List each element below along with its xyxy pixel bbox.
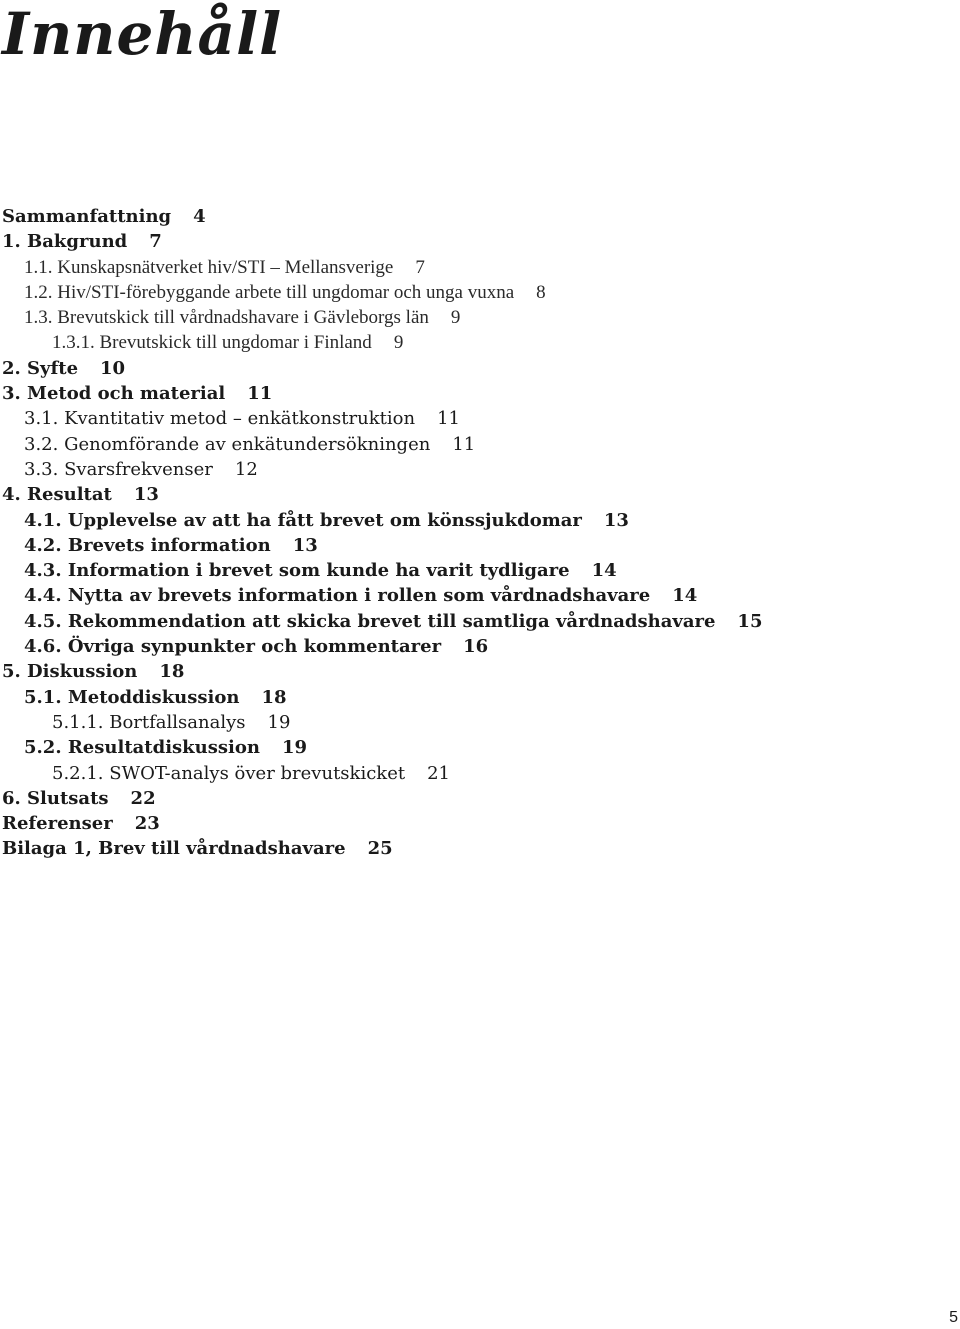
toc-entry-page-number: 15 [737,610,763,632]
toc-entry[interactable] [2,710,902,735]
toc-entry-page-number: 22 [130,787,156,809]
toc-entry-page-number: 10 [100,357,126,379]
page-title: Innehåll [2,0,283,68]
toc-entry-page-number: 7 [149,231,162,253]
toc-entry-page-number: 14 [672,585,698,607]
toc-entry-page-number: 14 [591,560,617,582]
toc-entry[interactable] [2,305,902,330]
toc-entry-label: 4.2. Brevets information [24,534,271,556]
toc-entry-label: 4.5. Rekommendation att skicka brevet till samtliga vårdnadshavare [24,610,716,632]
toc-entry-label: 4.6. Övriga synpunkter och kommentarer [24,636,442,658]
toc-entry-page-number: 16 [463,636,489,658]
toc-entry[interactable] [2,457,902,482]
toc-entry-page-number: 9 [393,332,404,354]
toc-entry-label: 5.1.1. Bortfallsanalys [52,711,246,733]
toc-entry-label: 6. Slutsats [2,787,109,809]
toc-entry[interactable] [2,761,902,786]
toc-entry-page-number: 8 [536,281,546,303]
toc-entry[interactable] [2,735,902,760]
toc-entry[interactable] [2,229,902,254]
toc-entry[interactable] [2,659,902,684]
toc-entry-label: 5.2. Resultatdiskussion [24,737,260,759]
toc-entry-label: 3.3. Svarsfrekvenser [24,458,213,480]
toc-entry-page-number: 11 [452,433,476,455]
toc-entry-label: Bilaga 1, Brev till vårdnadshavare [2,838,346,860]
toc-entry[interactable] [2,482,902,507]
toc-entry-label: 1.3.1. Brevutskick till ungdomar i Finland [52,332,372,354]
toc-entry-page-number: 4 [193,206,206,227]
toc-entry[interactable] [2,508,902,533]
toc-entry-label: 3.2. Genomförande av enkätundersökningen [24,433,431,455]
toc-entry[interactable] [2,330,902,355]
toc-entry-page-number: 23 [134,813,160,835]
toc-entry-page-number: 13 [133,484,159,506]
toc-entry-label: 1.3. Brevutskick till vårdnadshavare i Gävleborgs län [24,307,429,329]
toc-entry[interactable] [2,685,902,710]
toc-entry[interactable] [2,280,902,305]
table-of-contents [2,204,902,862]
toc-entry-label: 4. Resultat [2,484,112,506]
toc-entry[interactable] [2,381,902,406]
toc-entry[interactable] [2,558,902,583]
toc-entry-label: 3.1. Kvantitativ metod – enkätkonstruktion [24,408,416,430]
toc-entry[interactable] [2,533,902,558]
toc-entry-label: Referenser [2,813,113,835]
toc-entry-page-number: 11 [247,383,273,405]
toc-entry[interactable] [2,634,902,659]
toc-entry-page-number: 11 [437,408,460,430]
toc-entry[interactable] [2,583,902,608]
toc-entry[interactable] [2,406,902,431]
toc-entry[interactable] [2,255,902,280]
toc-entry-page-number: 13 [292,534,318,556]
toc-entry[interactable] [2,204,902,229]
toc-entry[interactable] [2,356,902,381]
toc-entry[interactable] [2,836,902,861]
toc-entry-page-number: 12 [234,458,258,480]
toc-entry-label: 4.1. Upplevelse av att ha fått brevet om könssjukdomar [24,509,582,531]
toc-entry-label: 5.2.1. SWOT-analys över brevutskicket [52,762,406,784]
toc-entry-page-number: 19 [281,737,307,759]
toc-entry-page-number: 19 [267,711,291,733]
toc-entry-label: 1.2. Hiv/STI-förebyggande arbete till ungdomar och unga vuxna [24,281,515,303]
toc-entry-page-number: 21 [427,762,450,784]
toc-entry[interactable] [2,609,902,634]
toc-entry-label: 2. Syfte [2,357,79,379]
toc-entry[interactable] [2,786,902,811]
toc-entry-page-number: 25 [367,838,393,860]
toc-entry-label: 1.1. Kunskapsnätverket hiv/STI – Mellansverige [24,256,394,278]
page-number: 5 [949,1309,958,1326]
toc-entry-label: Sammanfattning [2,206,172,227]
toc-entry-label: 5.1. Metoddiskussion [24,686,240,708]
toc-entry[interactable] [2,811,902,836]
toc-entry-page-number: 7 [415,256,425,278]
toc-entry-label: 4.4. Nytta av brevets information i rollen som vårdnadshavare [24,585,651,607]
toc-entry-label: 5. Diskussion [2,661,138,683]
toc-entry-page-number: 18 [159,661,185,683]
toc-entry-label: 3. Metod och material [2,383,226,405]
toc-entry-page-number: 13 [603,509,629,531]
toc-entry-label: 1. Bakgrund [2,231,128,253]
toc-entry-page-number: 18 [261,686,287,708]
toc-entry[interactable] [2,432,902,457]
toc-entry-label: 4.3. Information i brevet som kunde ha varit tydligare [24,560,570,582]
toc-entry-page-number: 9 [450,307,461,329]
